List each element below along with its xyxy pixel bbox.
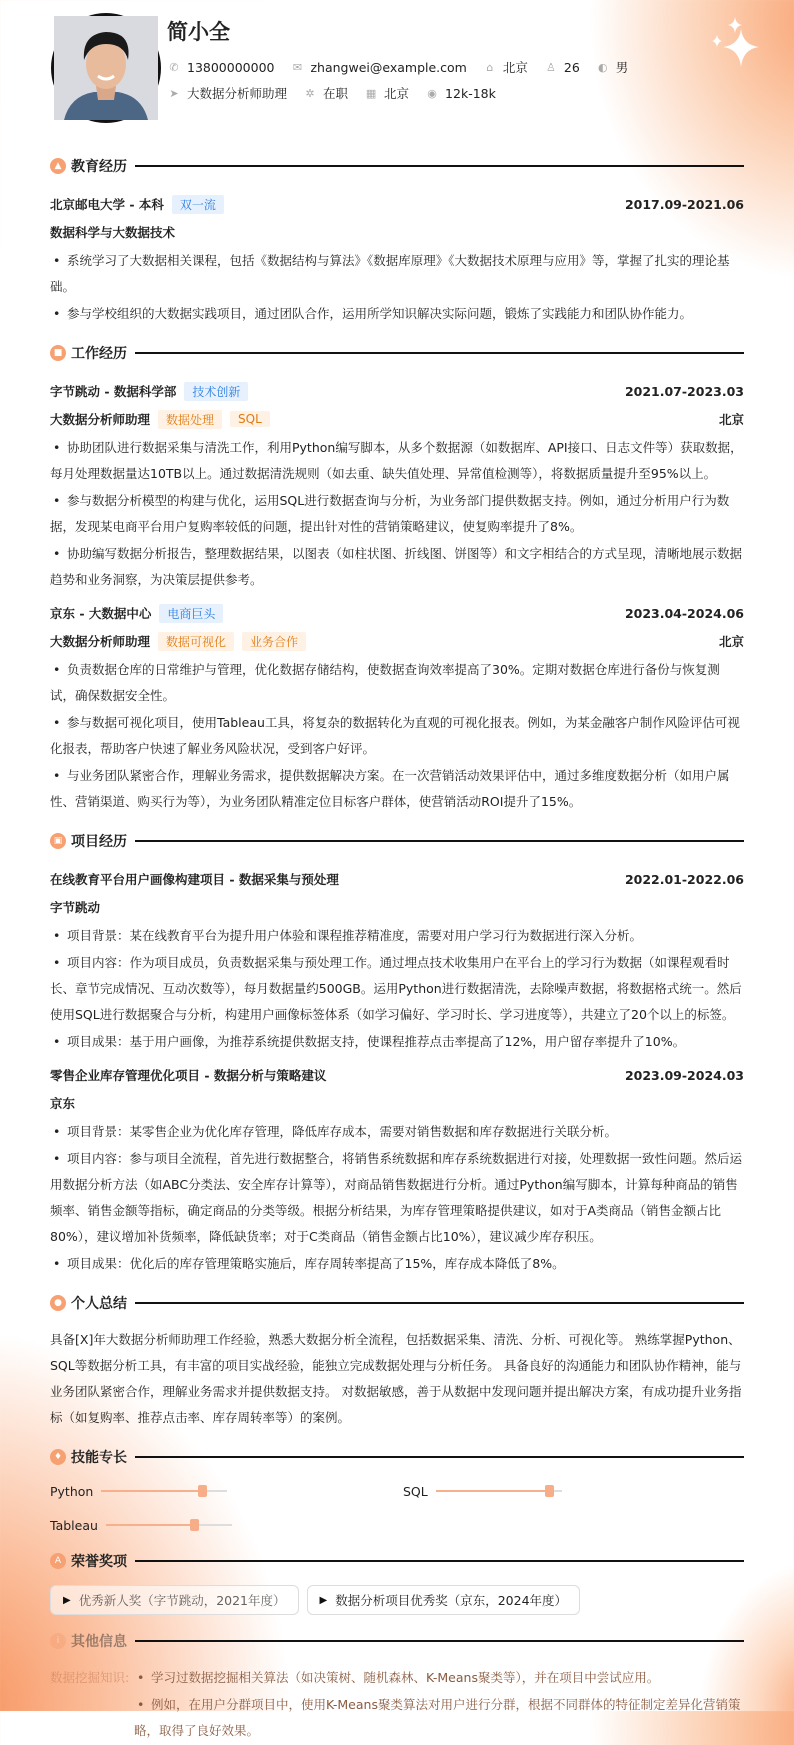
project-header	[50, 1061, 744, 1089]
building-icon: ▦	[365, 86, 377, 100]
major-row	[50, 218, 744, 246]
email: zhangwei@example.com	[310, 59, 467, 75]
home-icon: ⌂	[486, 60, 494, 74]
skill-level-bar	[436, 1490, 562, 1492]
bullet: • 系统学习了大数据相关课程，包括《数据结构与算法》《数据库原理》《大数据技术原理与应用》等，掌握了扎实的理论基础。	[50, 248, 744, 300]
status-icon: ✲	[305, 86, 315, 100]
school-tag: 双一流	[172, 195, 224, 214]
project-bullets	[50, 923, 744, 1055]
role: 大数据分析师助理	[50, 412, 151, 427]
skill-name: SQL	[403, 1483, 428, 1499]
section-title: 技能专长	[71, 1450, 127, 1466]
resume-content	[50, 140, 744, 1745]
role-tag: 数据处理	[158, 410, 222, 429]
award-label: 数据分析项目优秀奖（京东，2024年度）	[335, 1593, 568, 1608]
skill-name: Python	[50, 1483, 94, 1499]
section-title: 其他信息	[71, 1634, 127, 1650]
location: 北京	[718, 634, 744, 649]
skill-level-fill	[101, 1490, 202, 1492]
section-title: 教育经历	[71, 159, 127, 175]
role-row	[50, 627, 744, 655]
skill-level-thumb	[190, 1519, 199, 1531]
skill-level-bar	[101, 1490, 227, 1492]
bullet: • 项目成果：优化后的库存管理策略实施后，库存周转率提高了15%，库存成本降低了8%。	[50, 1251, 744, 1277]
date: 2023.09-2024.03	[624, 1067, 744, 1083]
major: 数据科学与大数据技术	[50, 225, 176, 240]
thumb-icon: ♦	[50, 1449, 66, 1465]
date: 2017.09-2021.06	[624, 196, 744, 212]
sparkle-icon	[705, 15, 765, 75]
skill-level-fill	[436, 1490, 549, 1492]
caret-right-icon: ▶	[319, 1594, 328, 1606]
bullet: • 项目内容：作为项目成员，负责数据采集与预处理工作。通过埋点技术收集用户在平台上的学习行为数据（如课程观看时长、章节完成情况、互动次数等），每月数据量约500GB。运用Python进行数据清洗，去除噪声数据，将数据格式统一。然后使用SQL进行数据聚合与分析，构建用户画像标签体系（如学习偏好、学习时长、学习进度等），共建立了20个以上的标签。	[50, 950, 744, 1028]
company-tag: 技术创新	[184, 382, 248, 401]
project-name: 零售企业库存管理优化项目 - 数据分析与策略建议	[50, 1068, 327, 1083]
section-title: 荣誉奖项	[71, 1554, 127, 1570]
project-name: 在线教育平台用户画像构建项目 - 数据采集与预处理	[50, 872, 339, 887]
role: 大数据分析师助理	[50, 634, 151, 649]
salary-icon: ◉	[427, 86, 437, 100]
bullet: • 参与数据分析模型的构建与优化，运用SQL进行数据查询与分析，为业务部门提供数据支持。例如，通过分析用户行为数据，发现某电商平台用户复购率较低的问题，提出针对性的营销策略建议，使复购率提升了8%。	[50, 488, 744, 540]
project-header	[50, 865, 744, 893]
project-org: 京东	[50, 1096, 76, 1111]
section-projects	[50, 829, 744, 853]
mail-icon: ✉	[292, 60, 303, 74]
education-icon: ▲	[50, 158, 66, 174]
work-bullets	[50, 435, 744, 593]
divider	[135, 352, 744, 354]
city: 北京	[502, 60, 528, 75]
work-item-header	[50, 599, 744, 627]
candidate-name: 简小全	[167, 20, 230, 44]
bullet: • 协助编写数据分析报告，整理数据结果，以图表（如柱状图、折线图、饼图等）和文字相结合的方式呈现，清晰地展示数据趋势和业务洞察，为决策层提供参考。	[50, 541, 744, 593]
divider	[135, 1640, 744, 1642]
person-icon: ●	[50, 1295, 66, 1311]
skill-level-thumb	[198, 1485, 207, 1497]
divider	[135, 1302, 744, 1304]
salary: 12k-18k	[445, 85, 496, 101]
bullet: • 项目内容：参与项目全流程，首先进行数据整合，将销售系统数据和库存系统数据进行对接，处理数据一致性问题。然后运用数据分析方法（如ABC分类法、安全库存计算等），对商品销售数据进行分析。通过Python编写脚本，计算每种商品的销售频率、销售金额等指标，确定商品的分类等级。根据分析结果，为库存管理策略提供建议，如对于A类商品（销售金额占比80%），建议增加补货频率，降低缺货率；对于C类商品（销售金额占比10%），建议减少库存积压。	[50, 1146, 744, 1250]
company-tag: 电商巨头	[159, 604, 223, 623]
bullet: • 学习过数据挖掘相关算法（如决策树、随机森林、K-Means聚类等），并在项目中尝试应用。	[134, 1665, 744, 1691]
project-org-row	[50, 1089, 744, 1117]
award-item[interactable]	[307, 1585, 581, 1615]
section-awards	[50, 1549, 744, 1573]
gender: 男	[615, 60, 629, 75]
other-info	[50, 1665, 744, 1745]
award-item[interactable]	[50, 1585, 299, 1615]
bullet: • 与业务团队紧密合作，理解业务需求，提供数据解决方案。在一次营销活动效果评估中，通过多维度数据分析（如用户属性、营销渠道、购买行为等），为业务团队精准定位目标客户群体，使营销活动ROI提升了15%。	[50, 763, 744, 815]
caret-right-icon: ▶	[63, 1594, 71, 1606]
section-education	[50, 154, 744, 178]
age: 26	[563, 59, 580, 75]
age-icon: ♙	[545, 60, 556, 74]
job-status: 在职	[323, 86, 349, 101]
education-item	[50, 190, 744, 218]
bullet: • 参与学校组织的大数据实践项目，通过团队合作，运用所学知识解决实际问题，锻炼了实践能力和团队协作能力。	[50, 301, 744, 327]
section-title: 个人总结	[71, 1296, 127, 1312]
school: 北京邮电大学 - 本科	[50, 197, 164, 212]
skill-item	[403, 1481, 743, 1501]
divider	[135, 165, 744, 167]
section-title: 项目经历	[71, 834, 127, 850]
avatar	[51, 13, 161, 123]
bullet: • 协助团队进行数据采集与清洗工作，利用Python编写脚本，从多个数据源（如数据库、API接口、日志文件等）获取数据，每月处理数据量达10TB以上。通过数据清洗规则（如去重、缺失值处理、异常值检测等），将数据质量提升至95%以上。	[50, 435, 744, 487]
role-tag: SQL	[230, 411, 270, 427]
divider	[135, 840, 744, 842]
location: 北京	[718, 412, 744, 427]
section-work	[50, 341, 744, 365]
award-label: 优秀新人奖（字节跳动，2021年度）	[78, 1593, 286, 1608]
company: 京东 - 大数据中心	[50, 606, 152, 621]
work-item-header	[50, 377, 744, 405]
divider	[135, 1560, 744, 1562]
bullet: • 项目背景：某在线教育平台为提升用户体验和课程推荐精准度，需要对用户学习行为数据进行深入分析。	[50, 923, 744, 949]
section-other	[50, 1629, 744, 1653]
skill-item	[50, 1515, 403, 1535]
project-org: 字节跳动	[50, 900, 101, 915]
project-bullets	[50, 1119, 744, 1277]
date: 2021.07-2023.03	[624, 383, 744, 399]
skill-level-thumb	[545, 1485, 554, 1497]
role-tag: 业务合作	[242, 632, 306, 651]
role-tag: 数据可视化	[158, 632, 234, 651]
bullet: • 参与数据可视化项目，使用Tableau工具，将复杂的数据转化为直观的可视化报表。例如，为某金融客户制作风险评估可视化报表，帮助客户快速了解业务风险状况，受到客户好评。	[50, 710, 744, 762]
bullet: • 项目成果：基于用户画像，为推荐系统提供数据支持，使课程推荐点击率提高了12%，用户留存率提升了10%。	[50, 1029, 744, 1055]
phone-icon: ✆	[169, 60, 179, 74]
bullet: • 负责数据仓库的日常维护与管理，优化数据存储结构，使数据查询效率提高了30%。定期对数据仓库进行备份与恢复测试，确保数据安全性。	[50, 657, 744, 709]
target-city: 北京	[384, 86, 410, 101]
bullet: • 例如，在用户分群项目中，使用K-Means聚类算法对用户进行分群，根据不同群体的特征制定差异化营销策略，取得了良好效果。	[134, 1692, 744, 1744]
briefcase-icon: ■	[50, 345, 66, 361]
target-job: 大数据分析师助理	[187, 86, 288, 101]
gender-icon: ◐	[597, 60, 608, 74]
section-skills	[50, 1445, 744, 1469]
contact-row	[167, 58, 638, 76]
bullet: • 项目背景：某零售企业为优化库存管理，降低库存成本，需要对销售数据和库存数据进行关联分析。	[50, 1119, 744, 1145]
job-intent-row	[167, 84, 506, 102]
education-bullets	[50, 248, 744, 327]
summary-text: 具备[X]年大数据分析师助理工作经验，熟悉大数据分析全流程，包括数据采集、清洗、分析、可视化等。 熟练掌握Python、SQL等数据分析工具，有丰富的项目实战经验，能独立完成数据处理与分析任务。 具备良好的沟通能力和团队协作精神，能与业务团队紧密合作，理解业务需求并提供数据支持。 对数据敏感，善于从数据中发现问题并提出解决方案，有成功提升业务指标（如复购率、推荐点击率、库存周转率等）的案例。	[50, 1332, 742, 1425]
skill-name: Tableau	[50, 1517, 98, 1533]
company: 字节跳动 - 数据科学部	[50, 384, 177, 399]
work-bullets	[50, 657, 744, 815]
skill-level-bar	[106, 1524, 232, 1526]
role-row	[50, 405, 744, 433]
date: 2023.04-2024.06	[624, 605, 744, 621]
section-title: 工作经历	[71, 346, 127, 362]
info-icon: i	[50, 1633, 66, 1649]
skill-item	[50, 1481, 403, 1501]
project-org-row	[50, 893, 744, 921]
skill-level-fill	[106, 1524, 194, 1526]
project-icon: ▣	[50, 833, 66, 849]
date: 2022.01-2022.06	[624, 871, 744, 887]
other-label: 数据挖掘知识:	[50, 1670, 130, 1685]
section-summary	[50, 1291, 744, 1315]
divider	[135, 1456, 744, 1458]
phone: 13800000000	[187, 59, 275, 75]
send-icon: ➤	[169, 86, 179, 100]
award-icon: A	[50, 1553, 66, 1569]
